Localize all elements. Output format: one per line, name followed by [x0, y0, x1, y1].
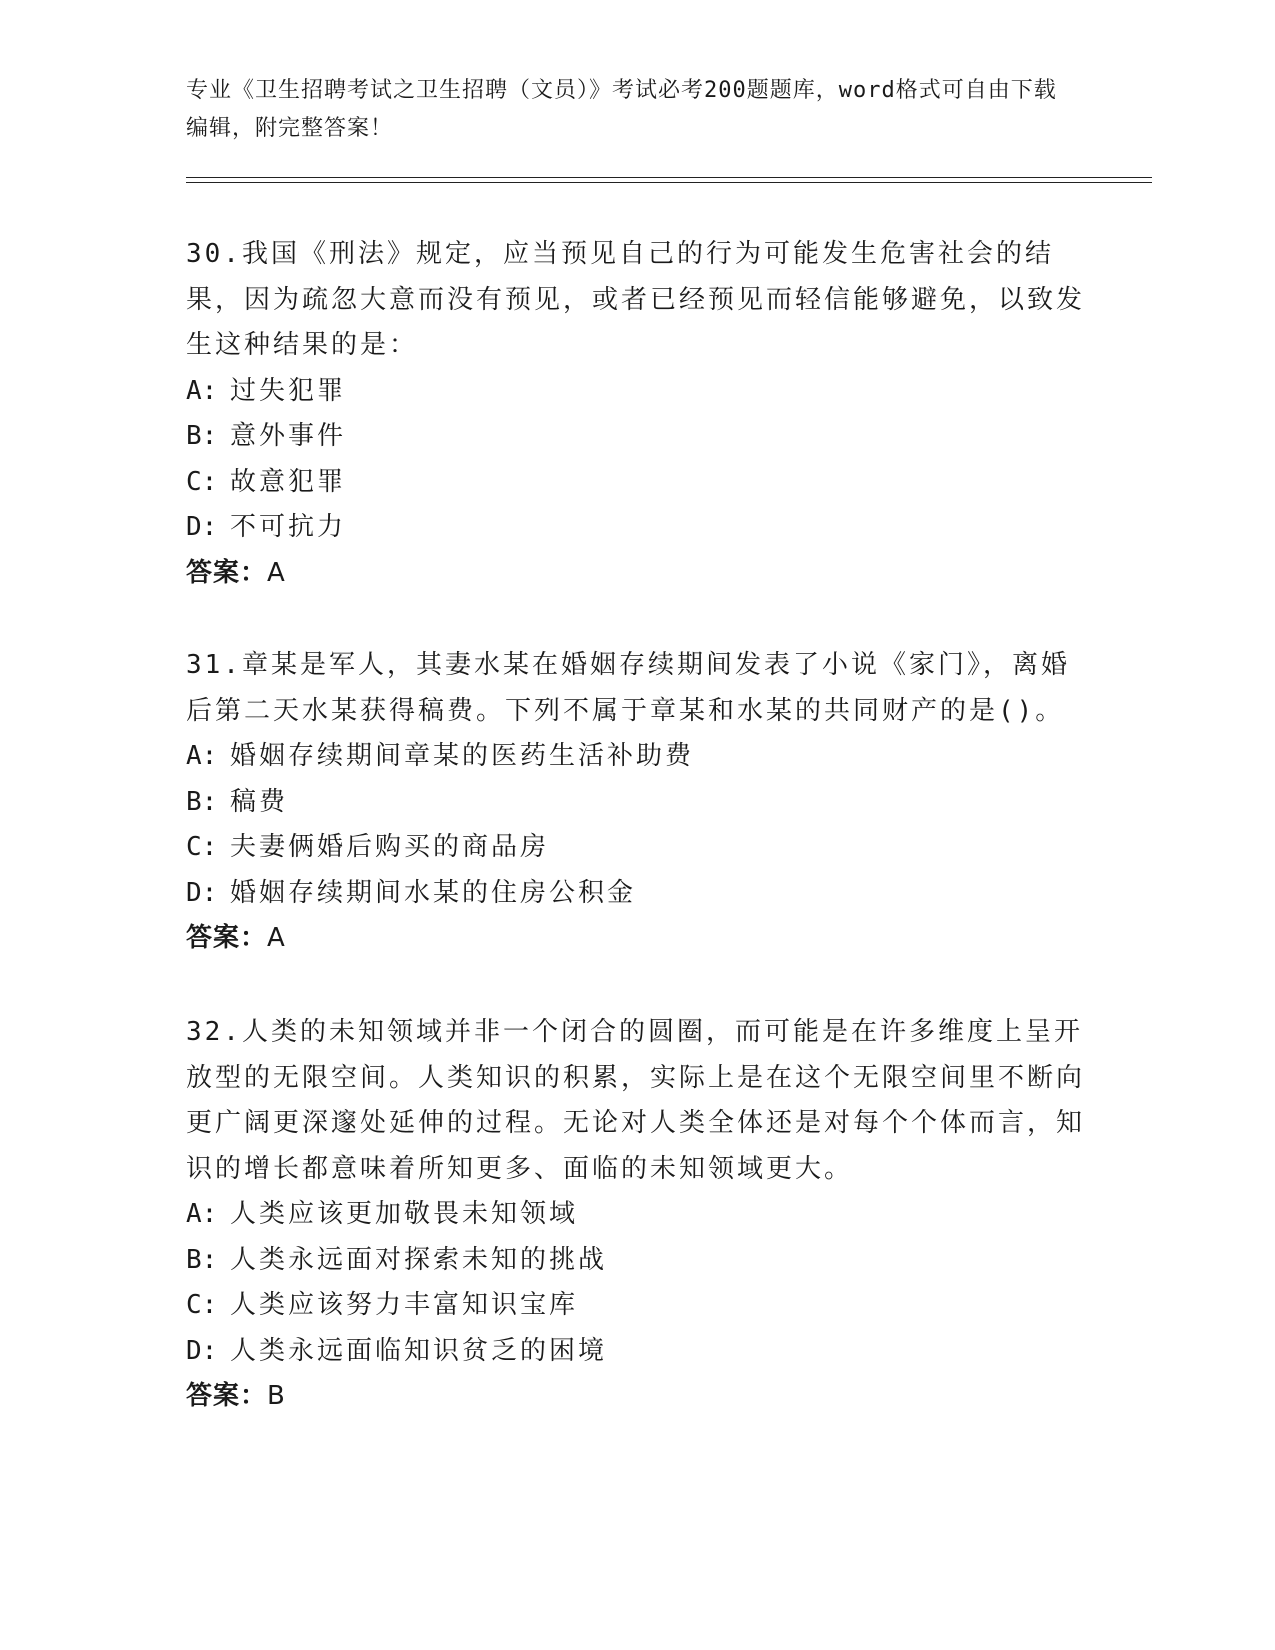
option-text: 过失犯罪: [230, 375, 347, 406]
option-text: 人类永远面对探索未知的挑战: [230, 1244, 608, 1275]
option-letter: A:: [186, 1199, 218, 1229]
option-b: [186, 1238, 1086, 1284]
answer-value: A: [267, 923, 286, 953]
question-31: [186, 643, 1086, 962]
document-header: 专业《卫生招聘考试之卫生招聘（文员）》考试必考200题题库，word格式可自由下载编辑，附完整答案！: [186, 78, 1057, 141]
option-letter: B:: [186, 421, 218, 451]
option-text: 婚姻存续期间水某的住房公积金: [230, 877, 637, 908]
option-text: 稿费: [230, 786, 289, 817]
question-stem: 31.章某是军人，其妻水某在婚姻存续期间发表了小说《家门》，离婚后第二天水某获得稿费。下列不属于章某和水某的共同财产的是()。: [186, 650, 1070, 726]
answer-label: 答案：: [186, 1381, 268, 1411]
answer-value: A: [267, 557, 286, 588]
option-a: [186, 369, 1086, 415]
answer-line: [186, 1374, 1086, 1420]
option-letter: A:: [186, 375, 218, 406]
header-rule-bottom: [186, 182, 1152, 183]
option-text: 婚姻存续期间章某的医药生活补助费: [230, 741, 695, 771]
answer-line: [186, 916, 1086, 962]
option-a: [186, 1192, 1086, 1238]
option-letter: A:: [186, 741, 218, 771]
option-b: [186, 780, 1086, 826]
answer-line: [186, 551, 1086, 597]
option-letter: C:: [186, 832, 218, 862]
option-c: [186, 825, 1086, 871]
option-letter: C:: [186, 1290, 218, 1320]
question-stem: 32.人类的未知领域并非一个闭合的圆圈，而可能是在许多维度上呈开放型的无限空间。人类知识的积累，实际上是在这个无限空间里不断向更广阔更深邃处延伸的过程。无论对人类全体还是对每个个体而言，知识的增长都意味着所知更多、面临的未知领域更大。: [186, 1017, 1086, 1184]
option-text: 人类应该努力丰富知识宝库: [230, 1290, 579, 1320]
option-text: 意外事件: [230, 421, 347, 451]
option-d: [186, 1329, 1086, 1375]
option-letter: C:: [186, 466, 218, 497]
option-letter: D:: [186, 512, 218, 542]
option-letter: D:: [186, 877, 218, 908]
option-text: 人类永远面临知识贫乏的困境: [230, 1335, 608, 1366]
question-30: [186, 232, 1086, 596]
option-text: 人类应该更加敬畏未知领域: [230, 1199, 579, 1229]
answer-value: B: [267, 1381, 286, 1411]
question-32: [186, 1010, 1086, 1420]
answer-label: 答案：: [186, 923, 268, 953]
option-c: [186, 1283, 1086, 1329]
answer-label: 答案：: [186, 557, 268, 588]
option-c: [186, 460, 1086, 506]
option-a: [186, 734, 1086, 780]
option-d: [186, 505, 1086, 551]
option-letter: B:: [186, 1244, 218, 1275]
header-rule-top: [186, 177, 1152, 178]
option-b: [186, 414, 1086, 460]
option-letter: B:: [186, 786, 218, 817]
option-text: 夫妻俩婚后购买的商品房: [230, 832, 550, 862]
option-text: 故意犯罪: [230, 466, 347, 497]
option-text: 不可抗力: [230, 512, 347, 542]
option-letter: D:: [186, 1335, 218, 1366]
option-d: [186, 871, 1086, 917]
question-stem: 30.我国《刑法》规定，应当预见自己的行为可能发生危害社会的结果，因为疏忽大意而没有预见，或者已经预见而轻信能够避免，以致发生这种结果的是：: [186, 239, 1086, 360]
